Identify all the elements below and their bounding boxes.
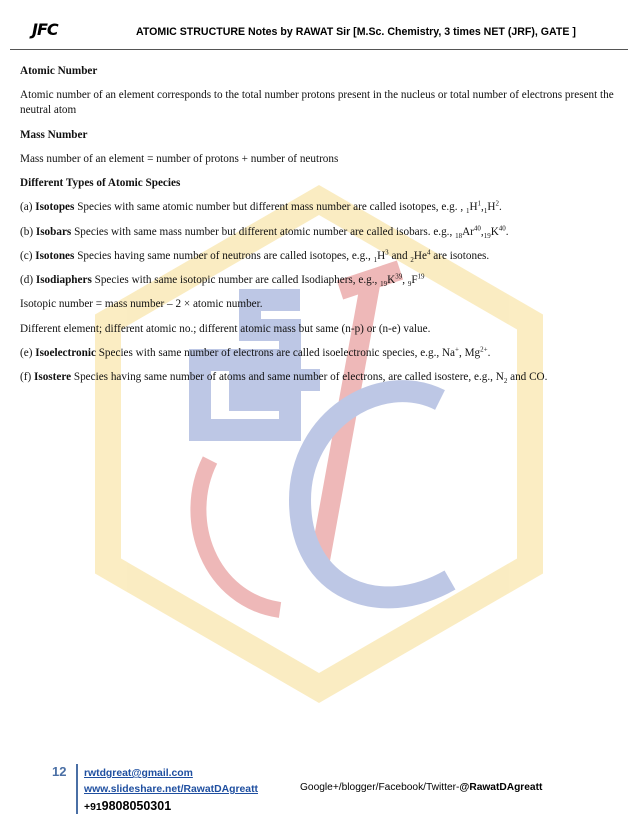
footer-divider: [76, 764, 78, 814]
footer-contact: [84, 766, 258, 816]
term-isodiaphers: Isodiaphers: [35, 274, 92, 287]
different-element-text: Different element; different atomic no.; different atomic mass but same (n-p) or (n-e) value.: [20, 322, 431, 335]
heading-species: Different Types of Atomic Species: [20, 177, 181, 190]
page-number: 12: [52, 764, 67, 779]
isotopic-number-text: Isotopic number = mass number – 2 × atomic number.: [20, 298, 263, 311]
term-isotopes: Isotopes: [35, 201, 75, 214]
watermark-letter-c: [300, 391, 450, 597]
page-footer: [38, 764, 618, 814]
heading-atomic-number: Atomic Number: [20, 65, 98, 77]
slideshare-link[interactable]: www.slideshare.net/RawatDAgreatt: [84, 784, 258, 795]
header-divider: [10, 49, 628, 50]
phone-number: +919808050301: [84, 799, 172, 813]
jfc-logo: JFC: [32, 20, 58, 39]
email-link[interactable]: rwtdgreat@gmail.com: [84, 768, 193, 779]
heading-mass-number: Mass Number: [20, 128, 88, 141]
term-isobars: Isobars: [35, 225, 72, 238]
header-title: ATOMIC STRUCTURE Notes by RAWAT Sir [M.Sc. Chemistry, 3 times NET (JRF), GATE ]: [136, 26, 576, 38]
footer-social: [300, 782, 542, 793]
isodiaphers-paragraph: (d) Isodiaphers Species with same isotopic number are called Isodiaphers, e.g., $_{19}K^{39}$, $_9F^{19}$: [20, 272, 425, 289]
page-header: [28, 20, 618, 48]
mass-number-text: Mass number of an element = number of protons + number of neutrons: [20, 152, 339, 165]
social-handle: @RawatDAgreatt: [459, 782, 543, 793]
isotopes-paragraph: (a) Isotopes Species with same atomic number but different mass number are called isotopes, e.g. , $_1H^1,_1H^2$.: [20, 199, 502, 216]
isoelectronic-paragraph: (e) Isoelectronic Species with same number of electrons are called isoelectronic species, e.g., Na+, $Mg^{2+}$.: [20, 345, 491, 359]
atomic-number-text: Atomic number of an element corresponds to the total number protons present in the nucleus or total number of electrons present the neutral atom: [20, 89, 614, 117]
isostere-paragraph: (f) Isostere Species having same number of atoms and same number of electrons, are called isostere, e.g., $N_2$ and CO.: [20, 371, 548, 386]
page-content: [20, 64, 620, 385]
isotones-paragraph: (c) Isotones Species having same number of neutrons are called isotopes, e.g., $_1H^3$ and $_2He^4$ are isotones.: [20, 248, 490, 265]
isobars-paragraph: (b) Isobars Species with same mass number but different atomic number are called isobars. e.g., $_{18}Ar^{40},_{19}K^{40}$.: [20, 223, 509, 240]
term-isoelectronic: Isoelectronic: [35, 346, 96, 359]
social-text: Google+/blogger/Facebook/Twitter-: [300, 782, 460, 793]
term-isostere: Isostere: [33, 371, 72, 384]
term-isotones: Isotones: [35, 249, 75, 262]
